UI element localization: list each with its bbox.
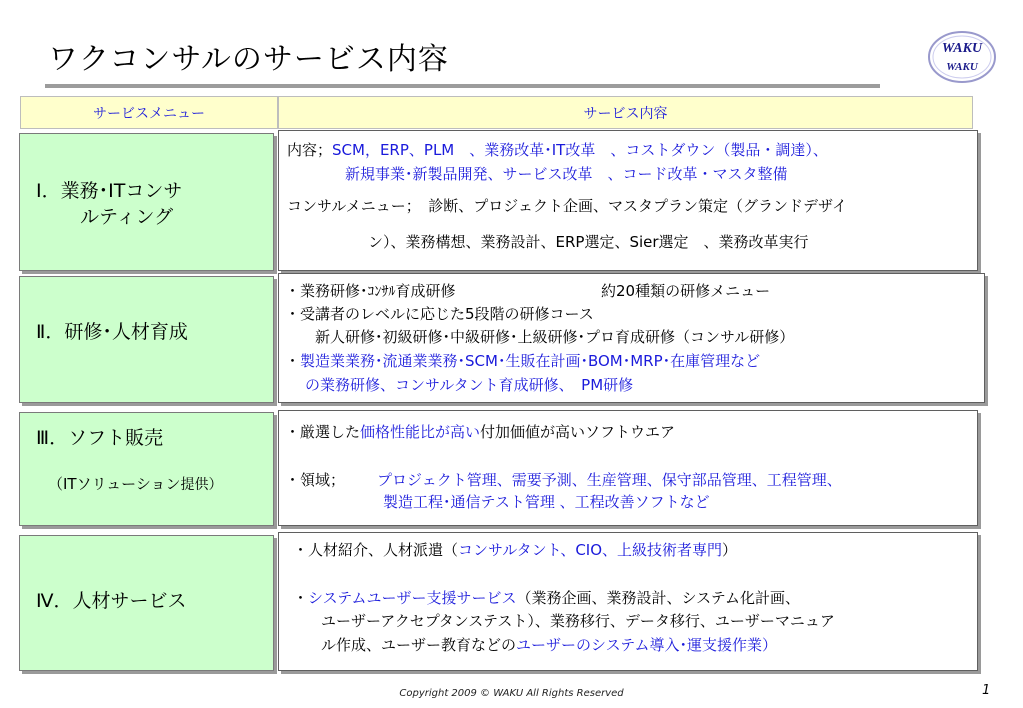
page-number: 1	[982, 683, 991, 698]
section-1-topics: SCM，ERP、PLM 、業務改革･IT改革 、コストダウン（製品・調達）、	[332, 141, 828, 159]
section-4-line1-a: ・人材紹介、人材派遣（	[293, 541, 459, 559]
header-service-menu	[20, 96, 278, 129]
section-4-line2-c: （業務企画、業務設計、システム化計画、	[516, 589, 801, 607]
section-3-line1-c: 付加価値が高いソフトウエア	[480, 423, 676, 441]
section-2-bullet: ・	[285, 352, 301, 370]
section-1-menu: コンサルメニュー； 診断、プロジェクト企画、マスタプラン策定（グランドデザイ	[287, 197, 847, 215]
section-2-course-list: 新人研修･初級研修･中級研修･上級研修･プロ育成研修（コンサル研修）	[315, 328, 795, 346]
section-2-line1-b: ｺﾝｻﾙ	[367, 284, 396, 300]
section-3-sublabel-a: （ITソリューション	[48, 475, 181, 493]
section-4-support-service: システムユーザー支援サービス	[308, 589, 517, 607]
section-3-domain-label: ・領域；	[285, 471, 346, 489]
section-1-label-box	[19, 133, 274, 271]
header-service-menu-label: サービスメニュー	[93, 105, 205, 122]
section-3-domains-cont: 製造工程･通信テスト管理 、工程改善ソフトなど	[383, 493, 710, 511]
section-2-label: Ⅱ．研修･人材育成	[36, 321, 188, 343]
section-1-topics-cont: 新規事業･新製品開発、サービス改革 、コード改革・マスタ整備	[345, 165, 788, 183]
section-2-line1-c: 育成研修	[395, 282, 456, 300]
section-1-label-line2: ルティング	[80, 206, 174, 228]
section-3-line1-a: ・厳選した	[285, 423, 361, 441]
section-1-content-label: 内容；	[287, 141, 333, 159]
logo-text-top: WAKU	[941, 41, 983, 56]
section-4-line3: ユーザーアクセプタンステスト）、業務移行、データ移行、ユーザーマニュア	[321, 612, 835, 630]
header-service-content	[278, 96, 973, 129]
section-4-label-box	[19, 535, 274, 671]
section-4-line4-b: ユーザーのシステム導入･運支援作業）	[516, 636, 778, 654]
section-2-topics: 製造業業務･流通業業務･SCM･生販在計画･BOM･MRP･在庫管理など	[300, 352, 761, 370]
section-2-course-levels: ・受講者のレベルに応じた5段階の研修コース	[285, 305, 594, 323]
section-1-label-line1: Ⅰ．業務･ITコンサ	[36, 180, 183, 202]
section-1-menu-cont: ン）、業務構想、業務設計、ERP選定、Sier選定 、業務改革実行	[368, 233, 809, 251]
section-2-content-box	[278, 273, 985, 403]
title-underline	[45, 84, 880, 88]
section-3-label-box	[19, 412, 274, 526]
section-4-specialists: コンサルタント、CIO、上級技術者専門	[458, 541, 723, 559]
copyright-footer: Copyright 2009 © WAKU All Rights Reserved	[399, 688, 624, 699]
section-3-domains: プロジェクト管理、需要予測、生産管理、保守部品管理、工程管理、	[377, 471, 842, 489]
section-3-sublabel-b: 提供）	[180, 477, 223, 493]
logo-text-bottom: WAKU	[946, 61, 978, 73]
section-4-bullet: ・	[293, 589, 309, 607]
section-1-content-box	[278, 130, 978, 271]
section-2-menu-count: 約20種類の研修メニュー	[601, 282, 771, 300]
section-4-line4-a: ル作成、ユーザー教育などの	[321, 636, 517, 654]
waku-logo	[927, 30, 997, 84]
section-2-topics-cont: の業務研修、コンサルタント育成研修、 PM研修	[305, 376, 634, 394]
section-2-label-box	[19, 276, 274, 403]
section-3-highlight: 価格性能比が高い	[360, 423, 481, 441]
section-3-content-box	[278, 410, 978, 526]
section-3-label: Ⅲ．ソフト販売	[36, 427, 164, 449]
section-2-line1-a: ・業務研修･	[285, 282, 368, 300]
section-4-content-box	[278, 532, 978, 671]
page-title: ワクコンサルのサービス内容	[48, 42, 449, 77]
section-4-label: Ⅳ．人材サービス	[36, 590, 187, 612]
section-4-line1-c: ）	[722, 541, 738, 559]
header-service-content-label: サービス内容	[583, 105, 668, 122]
